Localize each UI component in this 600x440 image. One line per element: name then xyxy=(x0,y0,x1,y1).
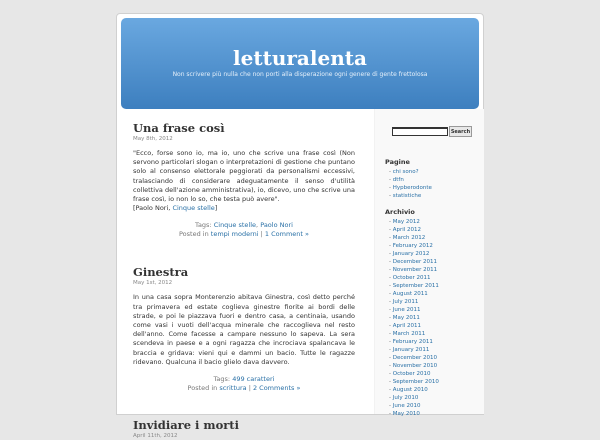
archive-link[interactable]: October 2010 xyxy=(392,371,431,377)
archive-item xyxy=(389,346,439,354)
tag-link[interactable]: Paolo Nori xyxy=(260,221,293,230)
posted-in-label: Posted in xyxy=(178,230,209,239)
archive-link[interactable]: December 2010 xyxy=(392,355,438,361)
archive-item xyxy=(389,290,439,298)
archive-link[interactable]: March 2012 xyxy=(392,235,426,241)
archive-link[interactable]: July 2010 xyxy=(392,395,419,401)
archive-link[interactable]: February 2012 xyxy=(392,243,433,249)
post xyxy=(133,121,355,239)
archive-item xyxy=(389,266,439,274)
archive-link[interactable]: October 2011 xyxy=(392,275,431,281)
post-title-link[interactable]: Invidiare i morti xyxy=(133,418,239,433)
widget-title: Archivio xyxy=(385,208,415,216)
page-container xyxy=(116,13,484,440)
archive-link[interactable]: July 2011 xyxy=(392,299,419,305)
tag-link[interactable]: Cinque stelle xyxy=(213,221,257,230)
archive-link[interactable]: April 2012 xyxy=(392,227,422,233)
page-item xyxy=(389,184,432,192)
search-input[interactable] xyxy=(392,127,448,136)
archive-item xyxy=(389,394,439,402)
comments-link[interactable]: 2 Comments » xyxy=(252,384,301,393)
post xyxy=(133,265,355,393)
widget-title: Pagine xyxy=(385,158,410,166)
archive-item xyxy=(389,314,439,322)
pages-list xyxy=(385,168,432,200)
page-link[interactable]: dtfn xyxy=(392,177,404,183)
archive-item xyxy=(389,234,439,242)
archive-item xyxy=(389,258,439,266)
archive-list xyxy=(385,218,439,418)
archive-item xyxy=(389,362,439,370)
page-item xyxy=(389,168,432,176)
post-meta: Tags: Cinque stelle, Paolo Nori Posted in tempi moderni | 1 Comment » xyxy=(178,221,309,239)
page-link[interactable]: Hypberodonte xyxy=(392,185,432,191)
archive-widget xyxy=(385,208,439,418)
source-suffix: ] xyxy=(214,204,218,213)
post-title-link[interactable]: Una frase così xyxy=(133,121,225,135)
archive-item xyxy=(389,282,439,290)
post-date: April 11th, 2012 xyxy=(133,433,178,440)
post-date: May 1st, 2012 xyxy=(133,280,173,287)
posted-in-label: Posted in xyxy=(187,384,218,393)
archive-item xyxy=(389,386,439,394)
source-prefix: [Paolo Nori, xyxy=(133,204,173,213)
archive-link[interactable]: June 2011 xyxy=(392,307,421,313)
archive-item xyxy=(389,402,439,410)
archive-item xyxy=(389,410,439,418)
archive-link[interactable]: September 2011 xyxy=(392,283,439,289)
archive-link[interactable]: May 2010 xyxy=(392,411,420,417)
archive-item xyxy=(389,274,439,282)
pages-widget xyxy=(385,158,432,200)
page-item xyxy=(389,192,432,200)
archive-link[interactable]: December 2011 xyxy=(392,259,438,265)
archive-link[interactable]: February 2011 xyxy=(392,339,433,345)
archive-item xyxy=(389,218,439,226)
archive-item xyxy=(389,242,439,250)
blog-description: Non scrivere più nulla che non porti alla disperazione ogni genere di gente frettolosa xyxy=(172,71,428,78)
tags-label: Tags: xyxy=(195,221,212,230)
archive-link[interactable]: May 2012 xyxy=(392,219,420,225)
archive-item xyxy=(389,354,439,362)
archive-item xyxy=(389,250,439,258)
archive-item xyxy=(389,306,439,314)
archive-link[interactable]: May 2011 xyxy=(392,315,420,321)
archive-link[interactable]: January 2011 xyxy=(392,347,430,353)
archive-item xyxy=(389,338,439,346)
post-meta: Tags: 499 caratteri Posted in scrittura | 2 Comments » xyxy=(187,375,301,393)
archive-link[interactable]: September 2010 xyxy=(392,379,439,385)
post-title-link[interactable]: Ginestra xyxy=(133,265,189,280)
page-link[interactable]: chi sono? xyxy=(392,169,419,175)
post-body: In una casa sopra Monterenzio abitava Ginestra, così detto perché tra primavera ed estate coglieva ginestre fiorite ai bordi delle strade, e poi le piazzava fuori e dentro casa, a centinaia, usando come vasi i vuoti dell'acqua minerale che raccoglieva nel resto dell'anno. Come facesse a campare nessuno lo sapeva. La sera scendeva in paese e a ogni ragazza che incrociava spalancava le braccia e gridava: vieni qui e dammi un bacio. Tutte le ragazze ridevano. Qualcuna il bacio glielo dava davvero. xyxy=(133,293,355,366)
archive-item xyxy=(389,370,439,378)
post-date: May 8th, 2012 xyxy=(133,136,173,142)
archive-item xyxy=(389,298,439,306)
post-text: "Ecco, forse sono io, ma io, uno che scrive una frase così (Non servono particolari slogan o interpretazioni di gestione che puntano solo al consenso elettorale peggiorati da personalismi eccessivi, tralasciando di considerare adeguatamente il senso d'utilità collettiva dell'azione amministrativa), io, dicevo, uno che scrive una frase così, io non lo so, che testa può avere". xyxy=(133,149,355,204)
search-button[interactable]: Search xyxy=(449,126,472,137)
comments-link[interactable]: 1 Comment » xyxy=(264,230,309,239)
sidebar xyxy=(374,109,484,417)
main-content xyxy=(133,109,355,440)
tags-label: Tags: xyxy=(213,375,231,384)
archive-item xyxy=(389,330,439,338)
archive-link[interactable]: November 2011 xyxy=(392,267,438,273)
archive-link[interactable]: April 2011 xyxy=(392,323,422,329)
blog-title-link[interactable]: letturalenta xyxy=(233,46,367,70)
archive-item xyxy=(389,322,439,330)
site-header xyxy=(121,18,479,109)
category-link[interactable]: tempi moderni xyxy=(210,230,259,239)
post xyxy=(133,418,355,440)
source-link[interactable]: Cinque stelle xyxy=(172,204,215,213)
page-item xyxy=(389,176,432,184)
category-link[interactable]: scrittura xyxy=(219,384,247,393)
archive-item xyxy=(389,378,439,386)
search-form xyxy=(392,121,472,140)
archive-link[interactable]: August 2010 xyxy=(392,387,428,393)
tag-link[interactable]: 499 caratteri xyxy=(232,375,275,384)
archive-item xyxy=(389,226,439,234)
archive-link[interactable]: March 2011 xyxy=(392,331,426,337)
page-link[interactable]: statistiche xyxy=(392,193,422,199)
archive-link[interactable]: January 2012 xyxy=(392,251,430,257)
archive-link[interactable]: November 2010 xyxy=(392,363,438,369)
post-body xyxy=(133,149,355,213)
archive-link[interactable]: June 2010 xyxy=(392,403,421,409)
archive-link[interactable]: August 2011 xyxy=(392,291,428,297)
